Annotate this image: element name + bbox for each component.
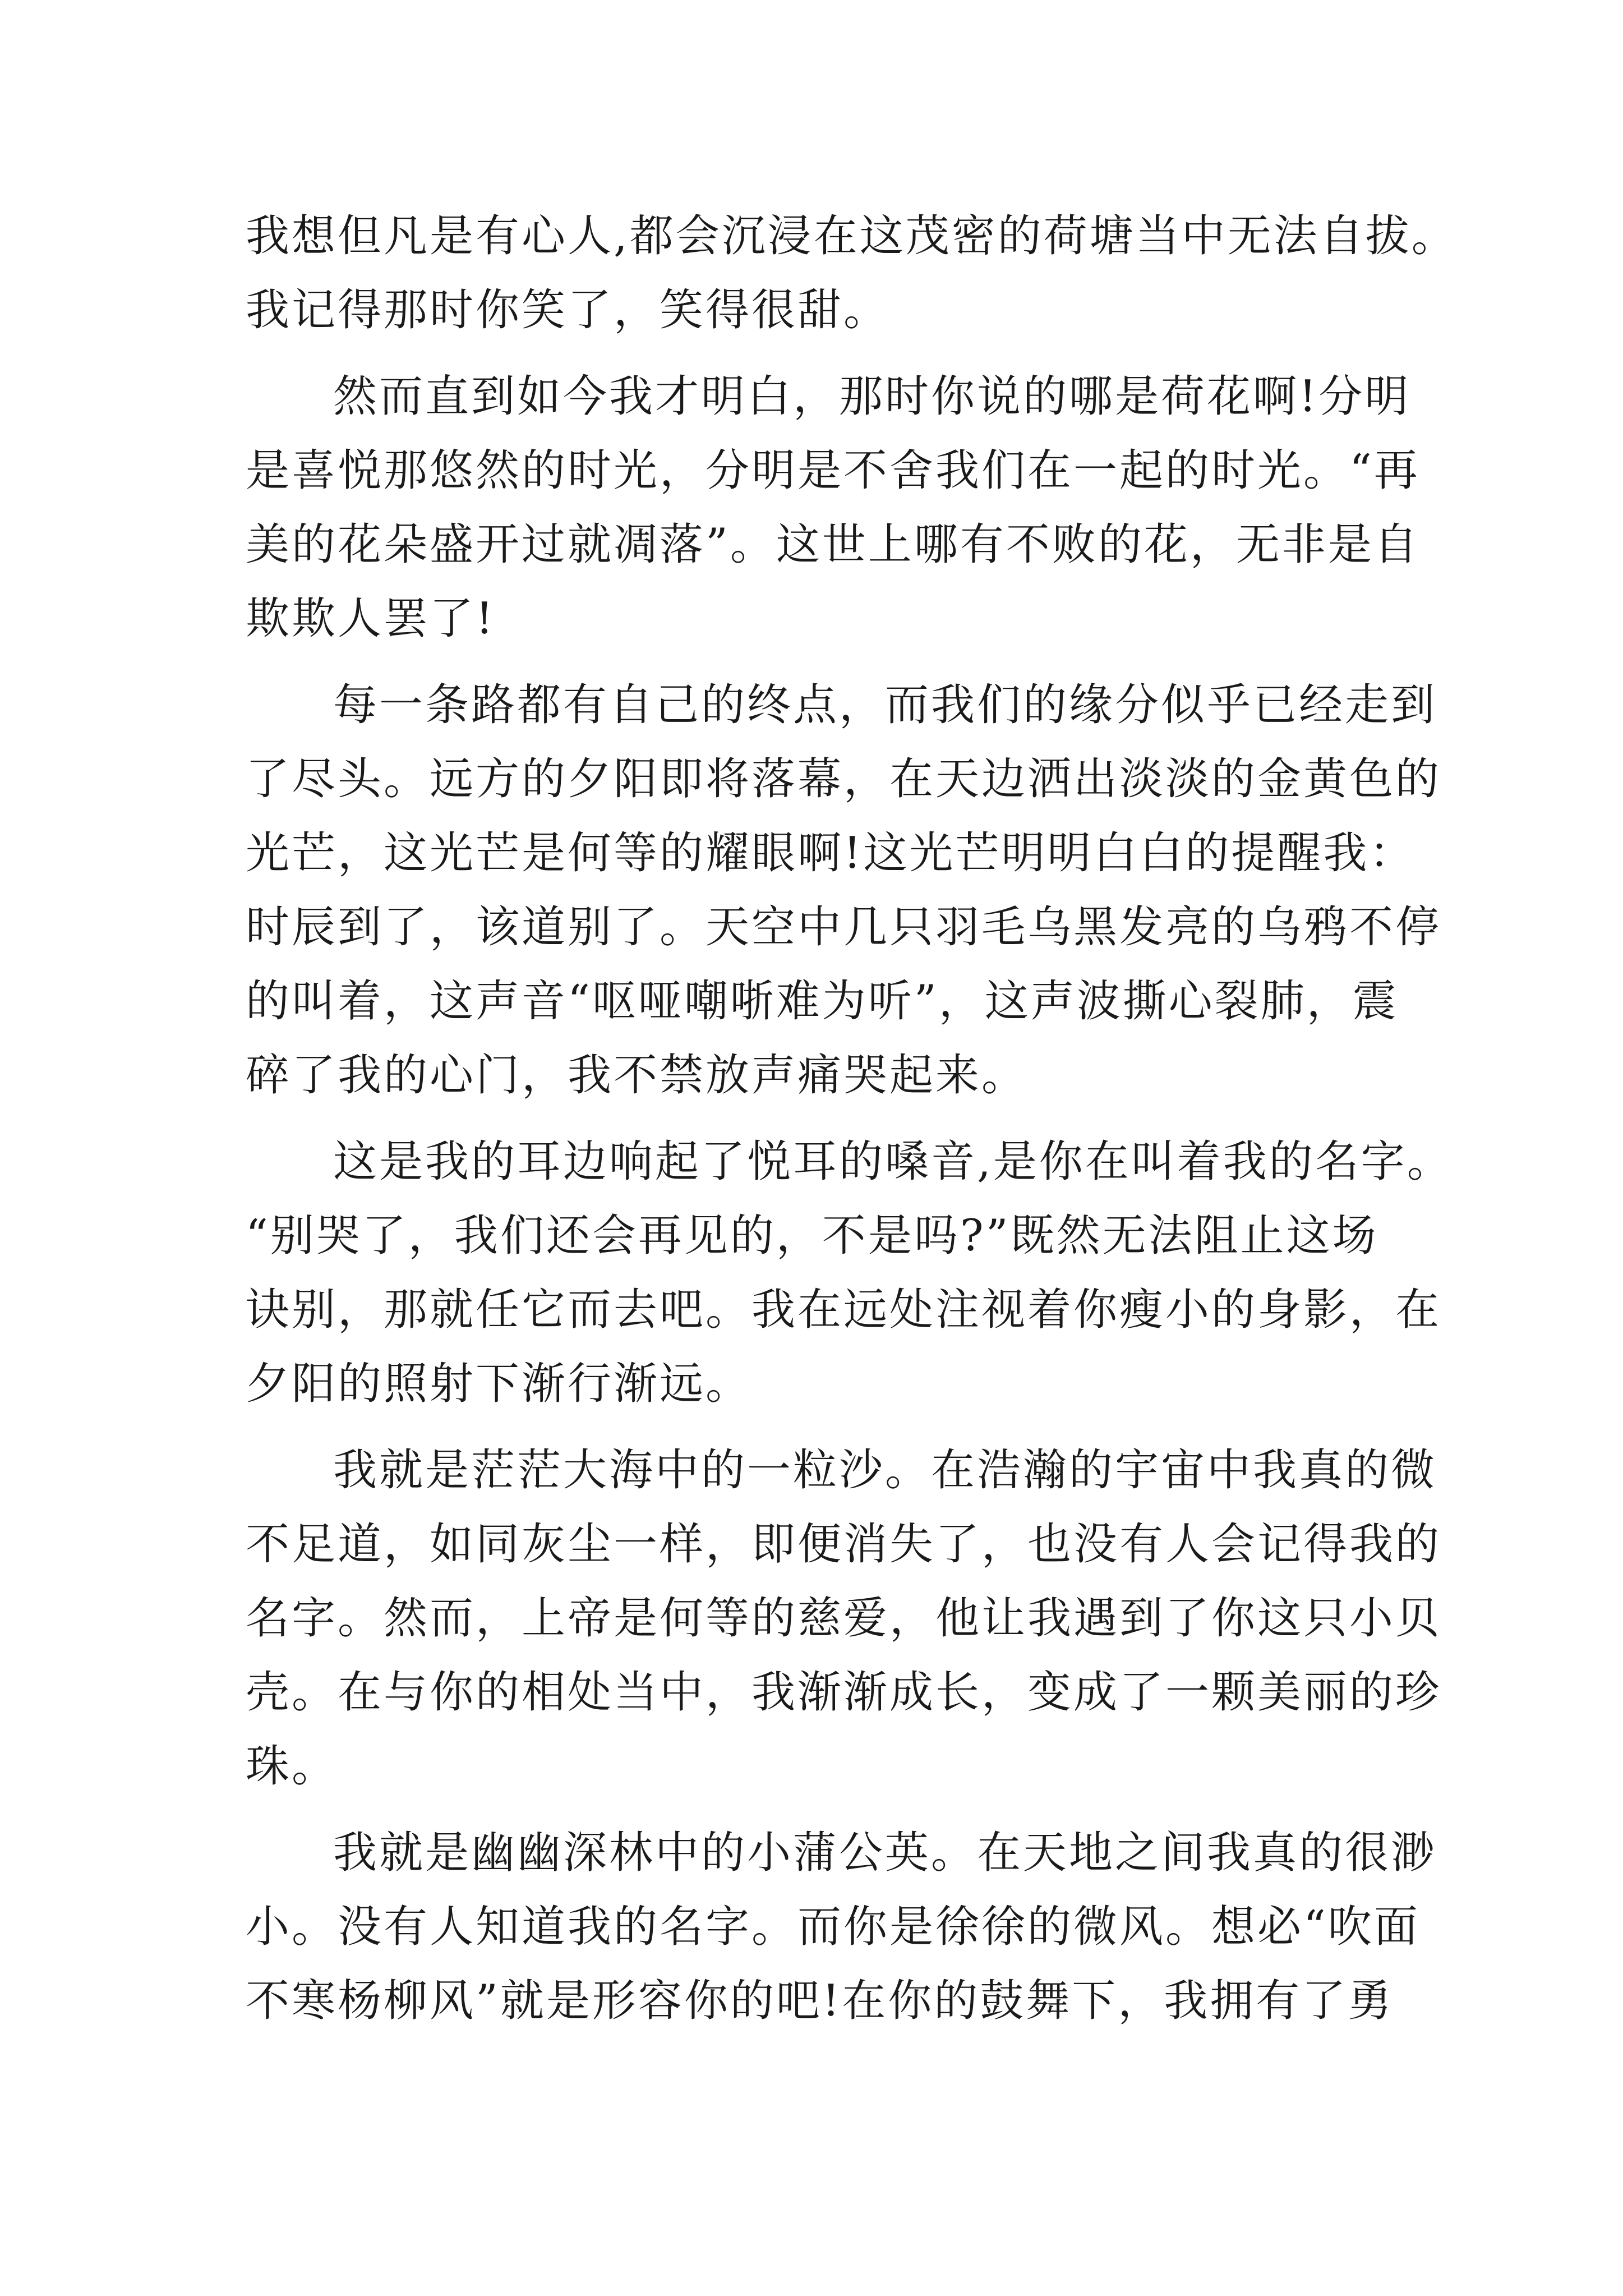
text-line: 小。没有人知道我的名字。而你是徐徐的微风。想必“吹面 — [246, 1902, 1420, 1952]
text-line: 不寒杨柳风”就是形容你的吧!在你的鼓舞下，我拥有了勇 — [246, 1976, 1394, 2026]
text-line: 珠。 — [246, 1741, 338, 1792]
text-line: 壳。在与你的相处当中，我渐渐成长，变成了一颗美丽的珍 — [246, 1667, 1442, 1718]
paragraph-5 — [246, 1433, 1442, 1803]
text-line: 不足道，如同灰尘一样，即便消失了，也没有人会记得我的 — [246, 1519, 1442, 1570]
paragraph-6 — [246, 1816, 1437, 2038]
text-line: “别哭了，我们还会再见的，不是吗?”既然无法阻止这场 — [246, 1211, 1378, 1261]
text-line: 名字。然而，上帝是何等的慈爱，他让我遇到了你这只小贝 — [246, 1593, 1442, 1644]
paragraph-2 — [246, 360, 1420, 656]
text-line: 时辰到了，该道别了。天空中几只羽毛乌黑发亮的乌鸦不停 — [246, 902, 1442, 953]
text-line: 我就是幽幽深林中的小蒲公英。在天地之间我真的很渺 — [333, 1828, 1437, 1878]
text-line: 我想但凡是有心人,都会沉浸在这茂密的荷塘当中无法自拔。 — [246, 211, 1458, 261]
text-line: 欺欺人罢了! — [246, 593, 496, 644]
paragraph-1 — [246, 199, 1458, 347]
paragraph-4 — [246, 1125, 1453, 1421]
text-line: 是喜悦那悠然的时光，分明是不舍我们在一起的时光。“再 — [246, 445, 1420, 496]
text-line: 然而直到如今我才明白，那时你说的哪是荷花啊!分明 — [333, 371, 1411, 422]
paragraph-3 — [246, 668, 1442, 1112]
text-line: 我就是茫茫大海中的一粒沙。在浩瀚的宇宙中我真的微 — [333, 1445, 1437, 1496]
text-line: 美的花朵盛开过就凋落”。这世上哪有不败的花，无非是自 — [246, 519, 1420, 570]
text-line: 夕阳的照射下渐行渐远。 — [246, 1359, 752, 1409]
text-line: 这是我的耳边响起了悦耳的嗓音,是你在叫着我的名字。 — [333, 1137, 1453, 1187]
document-body — [246, 199, 1458, 2038]
text-line: 每一条路都有自己的终点，而我们的缘分似乎已经走到 — [333, 680, 1437, 730]
text-line: 诀别，那就任它而去吧。我在远处注视着你瘦小的身影，在 — [246, 1285, 1442, 1335]
text-line: 我记得那时你笑了，笑得很甜。 — [246, 285, 890, 335]
text-line: 了尽头。远方的夕阳即将落幕，在天边洒出淡淡的金黄色的 — [246, 754, 1442, 804]
text-line: 碎了我的心门，我不禁放声痛哭起来。 — [246, 1050, 1028, 1101]
text-line: 的叫着，这声音“呕哑嘲哳难为听”，这声波撕心裂肺，震 — [246, 976, 1399, 1027]
text-line: 光芒，这光芒是何等的耀眼啊!这光芒明明白白的提醒我： — [246, 828, 1415, 878]
